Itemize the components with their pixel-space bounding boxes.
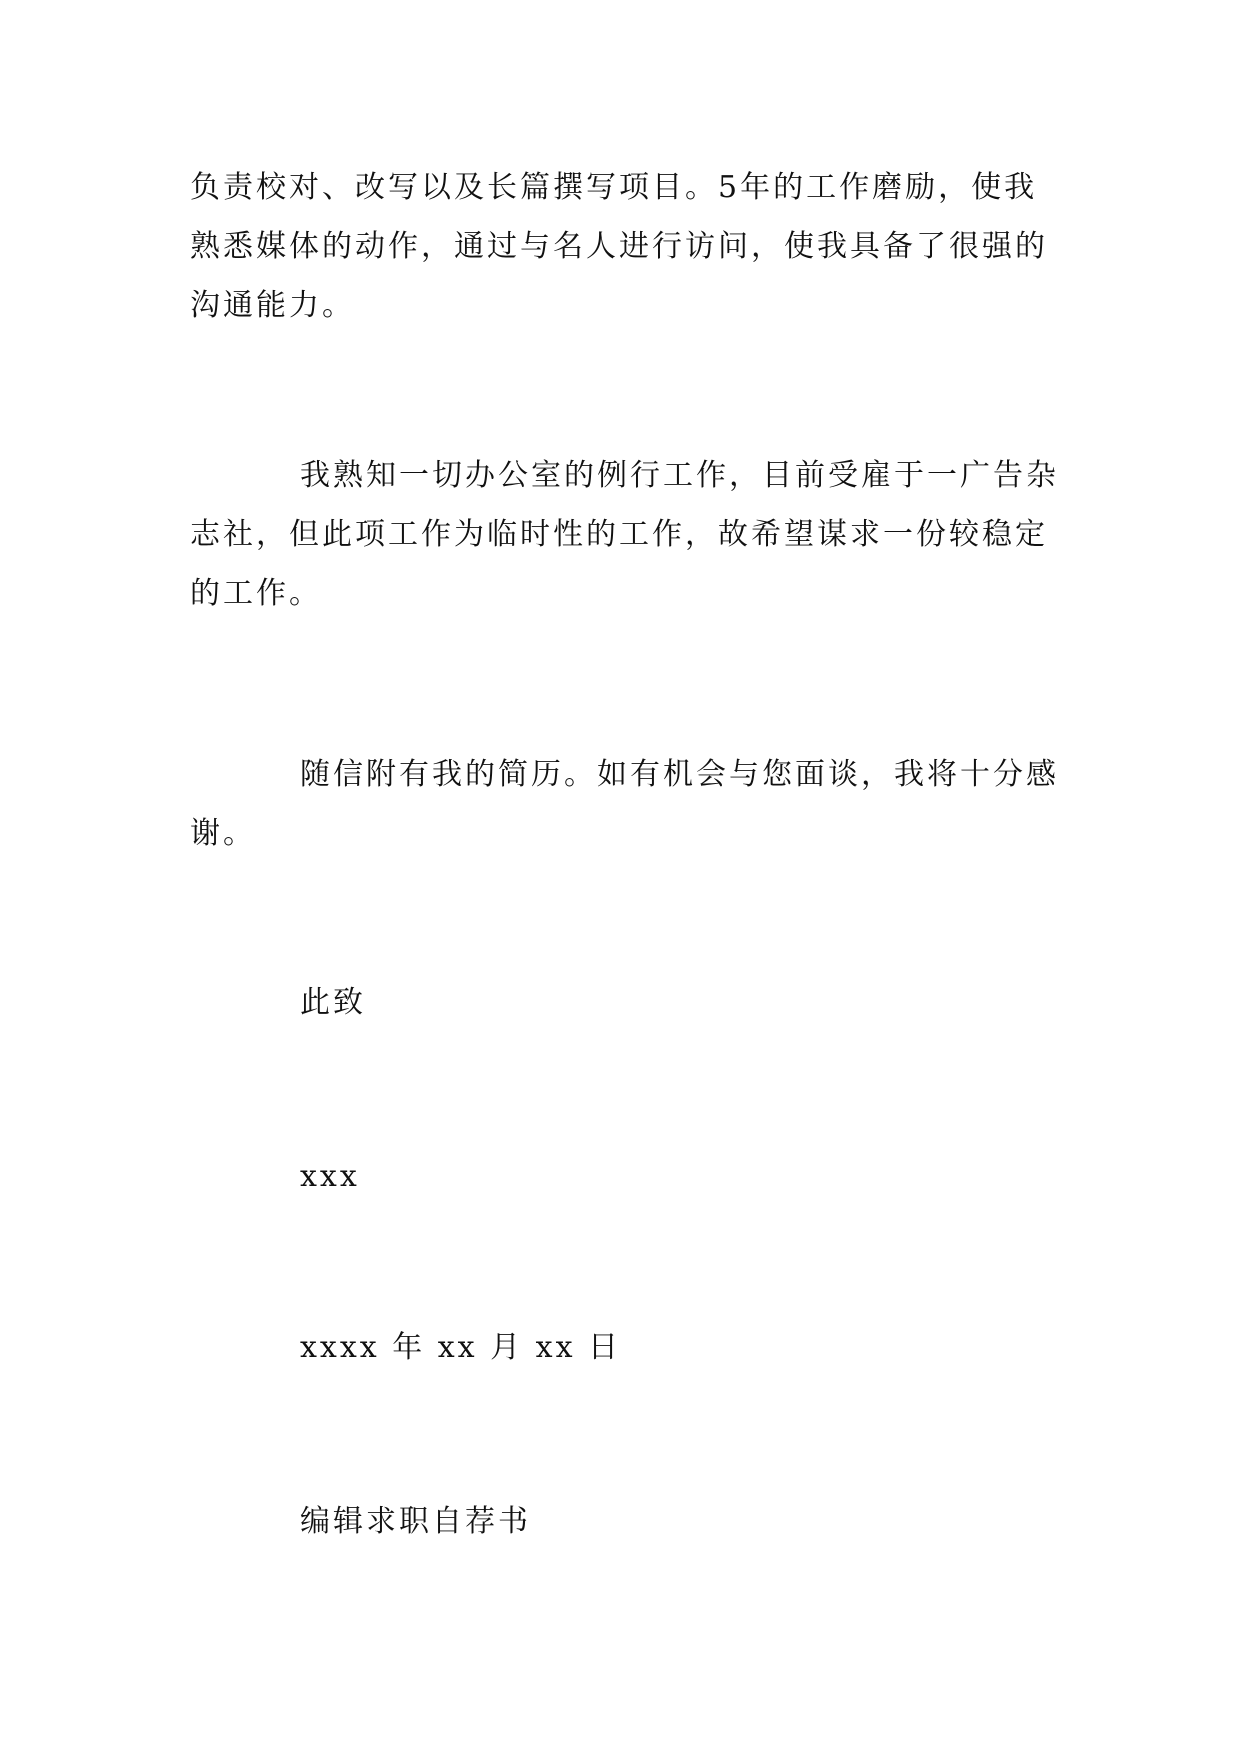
date-line: xxxx 年 xx 月 xx 日 (300, 1330, 622, 1365)
paragraph-2-line-2: 志社，但此项工作为临时性的工作，故希望谋求一份较稳定 (190, 517, 1048, 552)
paragraph-1-line-1: 负责校对、改写以及长篇撰写项目。5年的工作磨励，使我 (190, 170, 1038, 205)
next-section-title: 编辑求职自荐书 (300, 1504, 531, 1539)
paragraph-2-line-1: 我熟知一切办公室的例行工作，目前受雇于一广告杂 (300, 458, 1059, 493)
signature: xxx (300, 1159, 360, 1194)
paragraph-3-line-2: 谢。 (190, 816, 256, 851)
closing-salutation: 此致 (300, 985, 366, 1020)
paragraph-3-line-1: 随信附有我的简历。如有机会与您面谈，我将十分感 (300, 757, 1059, 792)
paragraph-2-line-3: 的工作。 (190, 576, 322, 611)
paragraph-1-line-3: 沟通能力。 (190, 288, 355, 323)
paragraph-1-line-2: 熟悉媒体的动作，通过与名人进行访问，使我具备了很强的 (190, 229, 1048, 264)
